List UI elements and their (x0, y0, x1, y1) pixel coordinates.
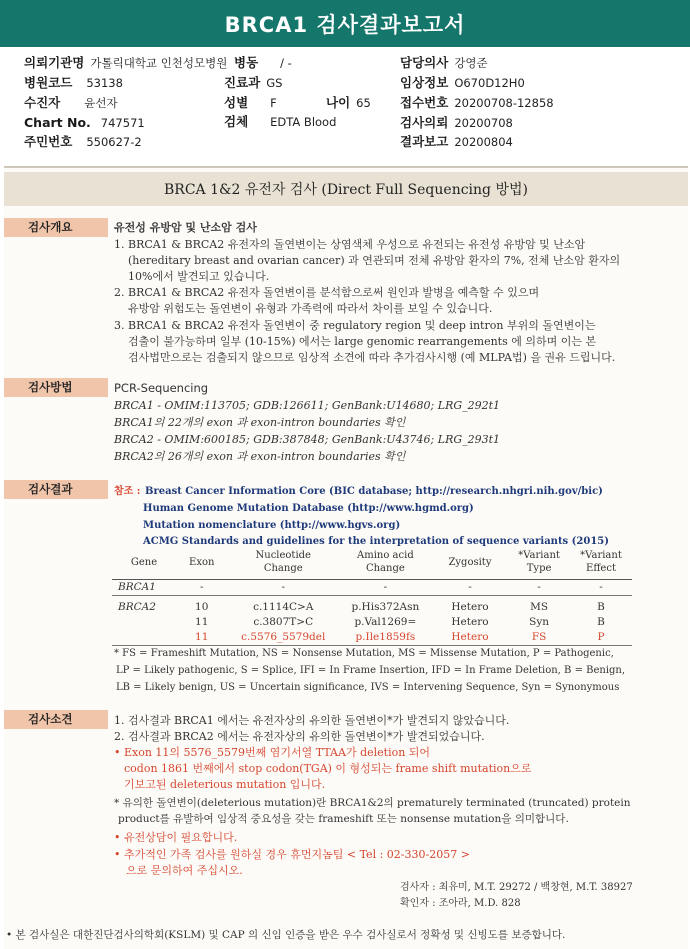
cell-gene: BRCA2 (118, 601, 156, 613)
cell-gene (112, 615, 176, 630)
finding-line: • Exon 11의 5576_5579번째 염기서열 TTAA가 deletion 되어 (114, 746, 431, 759)
col-nucleotide-line1: Nucleotide (255, 550, 311, 561)
cell-nucleotide: c.5576_5579del (228, 630, 339, 646)
info-row-hospital-code (24, 74, 123, 92)
info-label: 나이 (326, 95, 351, 110)
method-line: BRCA1의 22개의 exon 과 exon-intron boundaries 확인 (114, 416, 406, 429)
cell-variant-effect: B (597, 601, 605, 613)
info-row-clinical-info (400, 74, 525, 92)
mutation-note: * 유의한 돌연변이(deleterious mutation)란 BRCA1&2의 prematurely terminated (truncated) protein (114, 797, 631, 809)
info-row-receipt-no (400, 94, 554, 112)
table-row (112, 615, 632, 630)
cell-amino-acid: p.Ile1859fs (339, 630, 432, 646)
col-variant-type-line2: Type (526, 563, 552, 574)
info-value: 550627-2 (86, 135, 142, 149)
col-exon: Exon (176, 547, 228, 580)
overview-line: 3. BRCA1 & BRCA2 유전자 돌연변이 중 regulatory region 및 deep intron 부위의 돌연변이는 (114, 319, 596, 332)
table-row (112, 596, 632, 616)
accreditation-note: • 본 검사실은 대한진단검사의학회(KSLM) 및 CAP 의 신임 인증을 받은 우수 검사실로서 정확성 및 신빙도를 보증합니다. (6, 929, 566, 941)
section-label-overview: 검사개요 (4, 218, 108, 237)
info-row-sex (224, 94, 277, 112)
finding-line: codon 1861 번째에서 stop codon(TGA) 이 형성되는 frame shift mutation으로 (124, 762, 532, 775)
cell-exon: 11 (176, 630, 228, 646)
info-label: 주민번호 (24, 134, 73, 149)
info-row-patient (24, 94, 118, 112)
info-value: GS (266, 76, 283, 90)
mutation-note: product를 유발하여 임상적 중요성을 갖는 frameshift 또는 nonsense mutation을 의미합니다. (118, 813, 569, 825)
info-row-age (326, 94, 371, 112)
advice-line: • 유전상담이 필요합니다. (114, 831, 238, 844)
opinion-line: 1. 검사결과 BRCA1 에서는 유전자상의 유의한 돌연변이*가 발견되지 않았습니다. (114, 714, 510, 727)
cell-variant-effect: - (570, 580, 632, 596)
advice-line: • 추가적인 가족 검사를 원하실 경우 휴먼지놈팀 < Tel : 02-330-2057 > (114, 848, 470, 861)
reference-line: Breast Cancer Information Core (BIC database; http://research.nhgri.nih.gov/bic) (145, 486, 603, 497)
col-zygosity: Zygosity (432, 547, 508, 580)
overview-line: 1. BRCA1 & BRCA2 유전자의 돌연변이는 상염색체 우성으로 유전되는 유전성 유방암 및 난소암 (114, 238, 586, 251)
overview-line: (hereditary breast and ovarian cancer) 과 연관되며 전체 유방암 환자의 7%, 전체 난소암 환자의 (128, 254, 621, 267)
info-label: 병동 (234, 55, 259, 70)
method-line: BRCA2의 26개의 exon 과 exon-intron boundaries 확인 (114, 450, 406, 463)
info-value: / - (280, 56, 292, 70)
info-row-request-date (400, 114, 513, 132)
col-variant-type (508, 547, 570, 580)
cell-amino-acid: p.His372Asn (351, 601, 420, 613)
info-label: 접수번호 (400, 95, 449, 110)
signer-line: 확인자 : 조아라, M.D. 828 (400, 898, 521, 909)
info-value: 20200804 (454, 135, 513, 149)
report-title-bar (0, 0, 690, 47)
overview-line: 2. BRCA1 & BRCA2 유전자 돌연변이를 분석함으로써 원인과 발병을 예측할 수 있으며 (114, 286, 540, 299)
overview-line: 검사법만으로는 검출되지 않으므로 임상적 소견에 따라 추가검사시행 (예 MLPA법) 을 권유 드립니다. (128, 351, 616, 364)
variant-table-header (112, 547, 632, 580)
reference-prefix: 참조 : (114, 486, 141, 497)
report-title: BRCA1 검사결과보고서 (224, 12, 466, 37)
section-label-method: 검사방법 (4, 378, 108, 397)
reference-line: Mutation nomenclature (http://www.hgvs.org) (143, 520, 401, 531)
overview-line: 10%에서 발견되고 있습니다. (128, 270, 270, 283)
cell-nucleotide: - (228, 580, 339, 596)
cell-gene: BRCA1 (112, 580, 176, 596)
cell-zygosity: Hetero (451, 601, 489, 613)
info-row-ward (234, 54, 292, 72)
abbreviation-footnote: LP = Likely pathogenic, S = Splice, IFI = In Frame Insertion, IFD = In Frame Deletion, B = Benign, (116, 665, 626, 676)
info-row-resident-no (24, 133, 142, 151)
method-line: BRCA1 - OMIM:113705; GDB:126611; GenBank:U14680; LRG_292t1 (114, 399, 501, 412)
abbreviation-footnote: LB = Likely benign, US = Uncertain significance, IVS = Intervening Sequence, Syn = Synonymous (116, 682, 620, 693)
finding-line: 기보고된 deleterious mutation 입니다. (124, 778, 326, 791)
col-amino-acid (339, 547, 432, 580)
cell-nucleotide: c.1114C>A (253, 601, 314, 613)
method-heading: PCR-Sequencing (114, 381, 209, 395)
info-value: 20200708-12858 (454, 96, 554, 110)
col-variant-effect-line2: Effect (586, 563, 616, 574)
col-nucleotide (228, 547, 339, 580)
cell-gene (112, 630, 176, 646)
cell-exon: 11 (195, 616, 209, 628)
info-value: 윤선자 (84, 96, 118, 110)
cell-variant-type: Syn (529, 616, 550, 628)
cell-variant-type: - (508, 580, 570, 596)
col-amino-acid-line2: Change (365, 563, 405, 574)
cell-amino-acid: - (339, 580, 432, 596)
info-row-report-date (400, 133, 513, 151)
table-row (112, 580, 632, 596)
cell-amino-acid: p.Val1269= (354, 616, 417, 628)
cell-variant-type: MS (530, 601, 549, 613)
info-label: 담당의사 (400, 55, 449, 70)
cell-variant-effect: P (570, 630, 632, 646)
advice-line: 으로 문의하여 주십시오. (126, 864, 243, 877)
info-label: 병원코드 (24, 75, 73, 90)
col-amino-acid-line1: Amino acid (357, 550, 414, 561)
method-line: BRCA2 - OMIM:600185; GDB:387848; GenBank:U43746; LRG_293t1 (114, 433, 501, 446)
info-row-institution (24, 54, 227, 72)
col-gene: Gene (112, 547, 176, 580)
info-value: 강영준 (454, 56, 488, 70)
signer-line: 검사자 : 최유미, M.T. 29272 / 백창현, M.T. 38927 (400, 882, 633, 893)
info-label: 임상정보 (400, 75, 449, 90)
opinion-line: 2. 검사결과 BRCA2 에서는 유전자상의 유의한 돌연변이*가 발견되었습니다. (114, 730, 485, 743)
table-row-pathogenic (112, 630, 632, 646)
cell-variant-effect: B (597, 616, 605, 628)
cell-exon: - (176, 580, 228, 596)
info-row-department (224, 74, 282, 92)
cell-zygosity: Hetero (432, 630, 508, 646)
overview-heading: 유전성 유방암 및 난소암 검사 (114, 221, 257, 234)
info-value: 53138 (86, 76, 123, 90)
col-variant-type-line1: *Variant (518, 550, 560, 561)
cell-exon: 10 (195, 601, 209, 613)
info-row-chart-no (24, 114, 145, 132)
overview-line: 유방암 위험도는 돌연변이 유형과 가족력에 따라서 차이를 보일 수 있습니다. (128, 302, 493, 315)
cell-zygosity: - (432, 580, 508, 596)
info-value: O670D12H0 (454, 76, 525, 90)
section-label-opinion: 검사소견 (4, 710, 108, 729)
info-label: 진료과 (224, 75, 261, 90)
abbreviation-footnote: * FS = Frameshift Mutation, NS = Nonsense Mutation, MS = Missense Mutation, P = Pathogenic, (114, 648, 614, 659)
section-label-result: 검사결과 (4, 480, 108, 499)
info-value: 20200708 (454, 116, 513, 130)
col-nucleotide-line2: Change (263, 563, 303, 574)
info-label: Chart No. (24, 115, 91, 130)
cell-zygosity: Hetero (451, 616, 489, 628)
info-label: 결과보고 (400, 134, 449, 149)
test-title-band (4, 172, 688, 206)
col-variant-effect (570, 547, 632, 580)
col-variant-effect-line1: *Variant (580, 550, 622, 561)
info-value: 747571 (100, 116, 145, 130)
info-value: 가톨릭대학교 인천성모병원 (90, 56, 228, 70)
info-value: F (270, 96, 277, 110)
info-label: 수진자 (24, 95, 61, 110)
info-value: 65 (356, 96, 371, 110)
info-label: 성별 (224, 95, 249, 110)
info-row-specimen (224, 113, 336, 131)
info-label: 의뢰기관명 (24, 55, 85, 70)
info-label: 검체 (224, 114, 249, 129)
variant-table (112, 547, 632, 646)
overview-line: 검출이 불가능하며 일부 (10-15%) 에서는 large genomic rearrangements 에 의하며 이는 본 (128, 335, 597, 348)
cell-nucleotide: c.3807T>C (253, 616, 314, 628)
reference-line: Human Genome Mutation Database (http://www.hgmd.org) (143, 503, 474, 514)
cell-variant-type: FS (508, 630, 570, 646)
info-value: EDTA Blood (270, 115, 337, 129)
info-row-doctor (400, 54, 488, 72)
info-label: 검사의뢰 (400, 115, 449, 130)
test-title: BRCA 1&2 유전자 검사 (Direct Full Sequencing 방법) (164, 182, 528, 198)
reference-line: ACMG Standards and guidelines for the interpretation of sequence variants (2015) (143, 536, 609, 547)
